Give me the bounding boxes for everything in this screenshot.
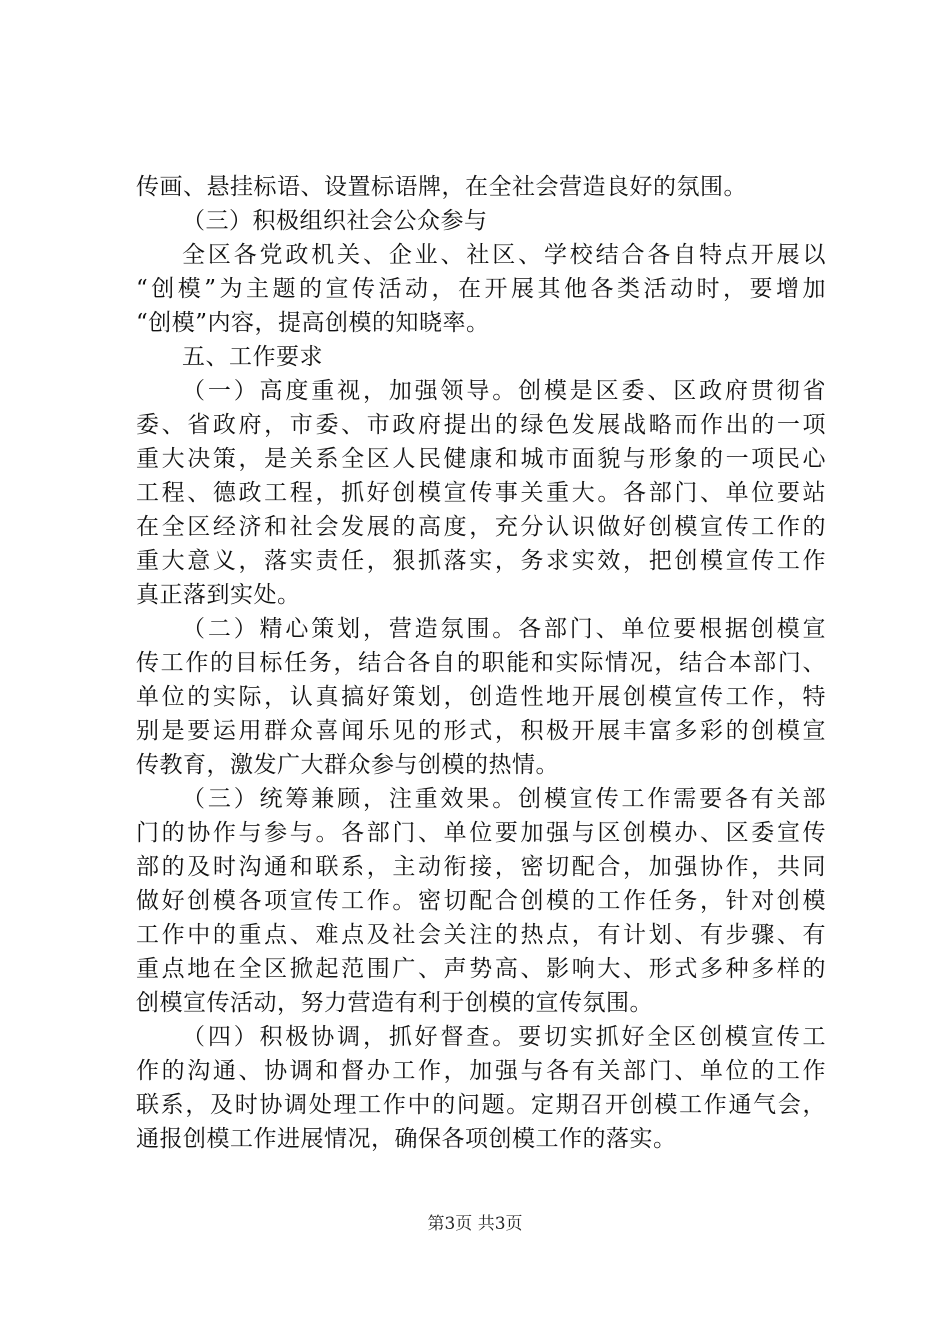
text-line: “创模”为主题的宣传活动，在开展其他各类活动时，要增加	[136, 276, 826, 302]
text-line: （四）积极协调，抓好督查。要切实抓好全区创模宣传工	[182, 1024, 826, 1050]
text-line: 委、省政府，市委、市政府提出的绿色发展战略而作出的一项	[136, 412, 826, 438]
text-line: 工程、德政工程，抓好创模宣传事关重大。各部门、单位要站	[136, 480, 826, 506]
text-line: 做好创模各项宣传工作。密切配合创模的工作任务，针对创模	[136, 888, 826, 914]
text-line: “创模”内容，提高创模的知晓率。	[136, 310, 490, 336]
text-line: 部的及时沟通和联系，主动衔接，密切配合，加强协作，共同	[136, 854, 826, 880]
text-line: 重点地在全区掀起范围广、声势高、影响大、形式多种多样的	[136, 956, 826, 982]
text-line: （三）统筹兼顾，注重效果。创模宣传工作需要各有关部	[182, 786, 826, 812]
text-line: 传工作的目标任务，结合各自的职能和实际情况，结合本部门、	[136, 650, 826, 676]
text-line: 在全区经济和社会发展的高度，充分认识做好创模宣传工作的	[136, 514, 826, 540]
text-line: 传教育，激发广大群众参与创模的热情。	[136, 752, 559, 778]
page-footer: 第3页 共3页	[427, 1214, 523, 1234]
text-line: 单位的实际，认真搞好策划，创造性地开展创模宣传工作，特	[136, 684, 826, 710]
text-line: 工作中的重点、难点及社会关注的热点，有计划、有步骤、有	[136, 922, 826, 948]
text-line: 重大决策，是关系全区人民健康和城市面貌与形象的一项民心	[136, 446, 826, 472]
text-line: 联系，及时协调处理工作中的问题。定期召开创模工作通气会，	[136, 1092, 826, 1118]
text-line: 全区各党政机关、企业、社区、学校结合各自特点开展以	[182, 242, 826, 268]
text-line: （二）精心策划，营造氛围。各部门、单位要根据创模宣	[182, 616, 826, 642]
text-line: 别是要运用群众喜闻乐见的形式，积极开展丰富多彩的创模宣	[136, 718, 826, 744]
text-line: 传画、悬挂标语、设置标语牌，在全社会营造良好的氛围。	[136, 174, 747, 200]
text-line: 真正落到实处。	[136, 582, 301, 608]
text-line: 门的协作与参与。各部门、单位要加强与区创模办、区委宣传	[136, 820, 826, 846]
text-line: （三）积极组织社会公众参与	[182, 208, 488, 234]
text-line: （一）高度重视，加强领导。创模是区委、区政府贯彻省	[182, 378, 826, 404]
body-text	[136, 170, 826, 1156]
text-line: 创模宣传活动，努力营造有利于创模的宣传氛围。	[136, 990, 653, 1016]
text-line: 五、工作要求	[182, 344, 323, 370]
text-line: 重大意义，落实责任，狠抓落实，务求实效，把创模宣传工作	[136, 548, 826, 574]
text-line: 通报创模工作进展情况，确保各项创模工作的落实。	[136, 1126, 677, 1152]
text-line: 作的沟通、协调和督办工作，加强与各有关部门、单位的工作	[136, 1058, 826, 1084]
